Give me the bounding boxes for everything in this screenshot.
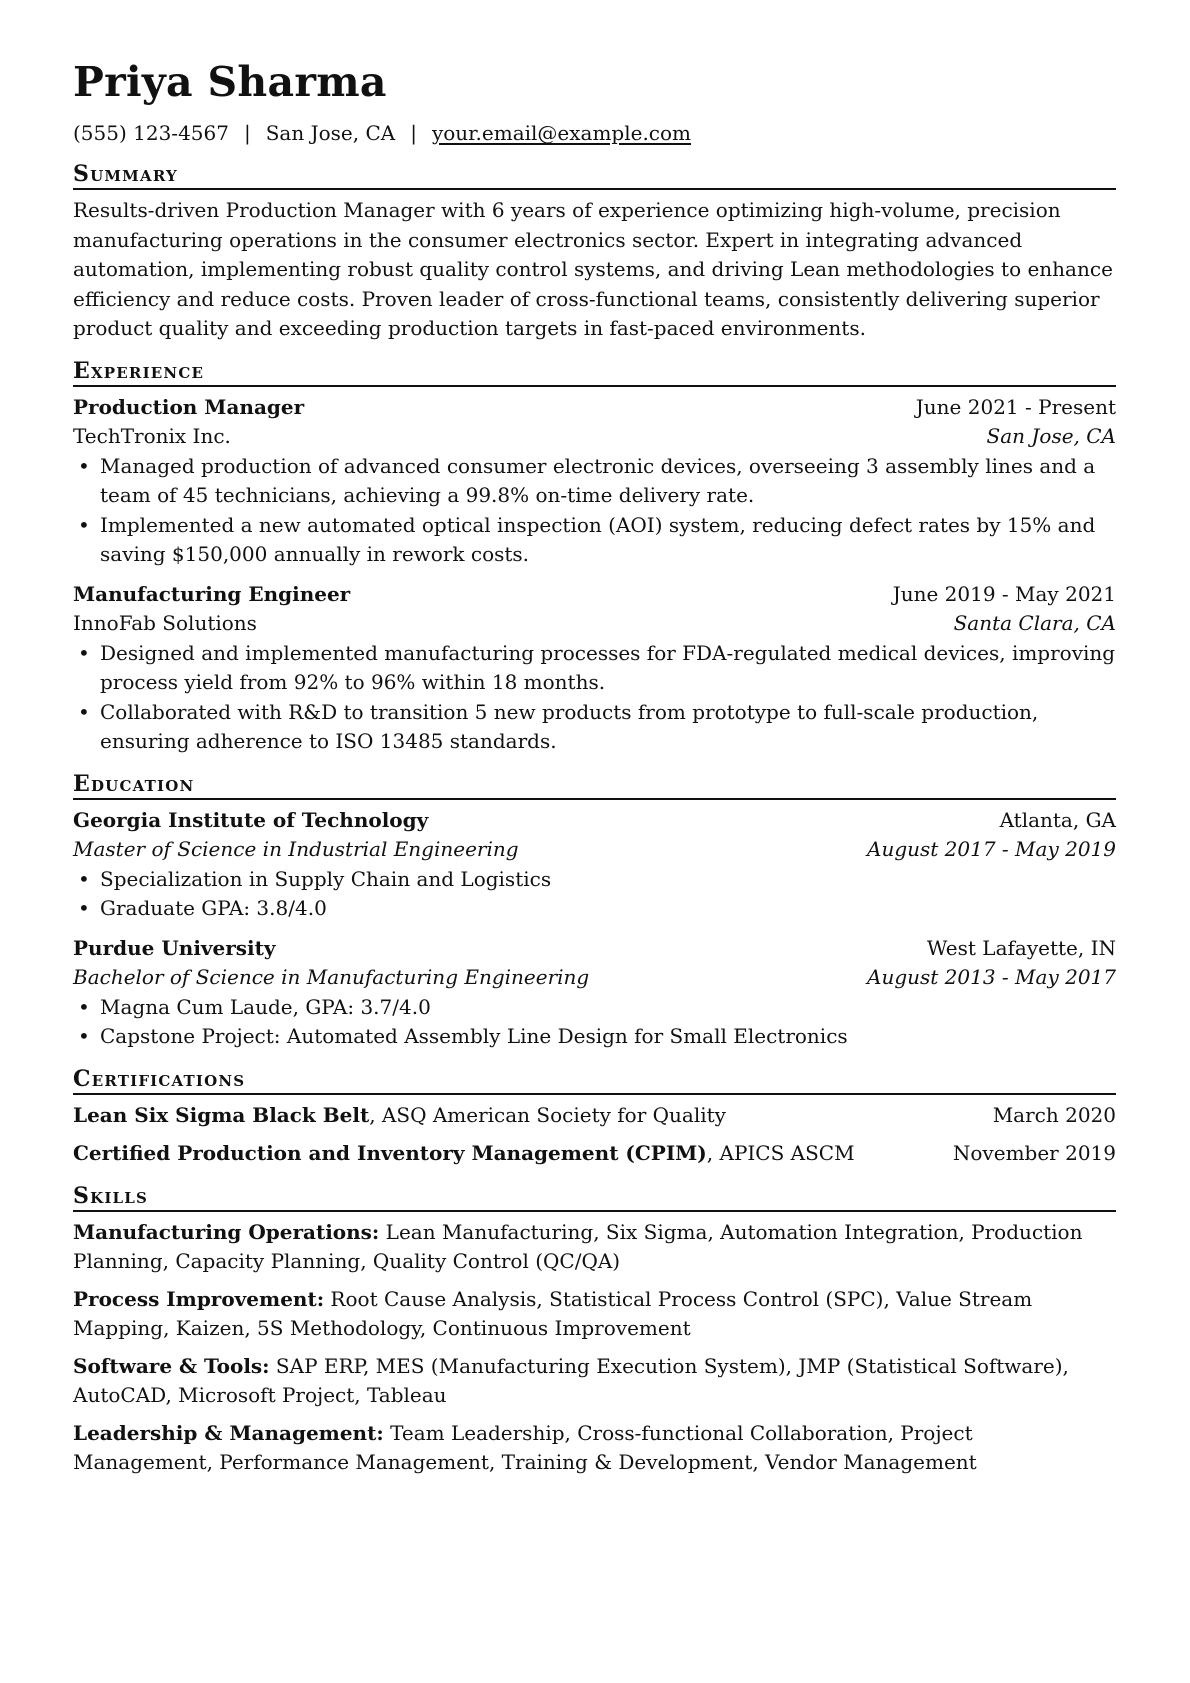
list-item [73,452,1116,511]
bullet-icon: • [78,866,90,891]
experience-subheader [73,609,1116,639]
bullet-text: Designed and implemented manufacturing processes for FDA-regulated medical devices, improving process yield from 92% to 96% within 18 months. [100,640,1116,694]
section-heading-education: Education [73,771,1116,800]
experience-entry [73,393,1116,570]
bullet-icon: • [78,699,90,724]
section-heading-experience: Experience [73,358,1116,387]
skill-row [73,1419,1116,1478]
experience-header [73,580,1116,610]
skill-items: Root Cause Analysis, Statistical Process Control (SPC), Value Stream Mapping, Kaizen, 5S Methodology, Continuous Improvement [73,1286,1033,1340]
bullet-text: Graduate GPA: 3.8/4.0 [100,896,327,920]
bullet-text: Magna Cum Laude, GPA: 3.7/4.0 [100,994,431,1019]
school-name: Purdue University [73,935,276,960]
experience-bullets [73,639,1116,757]
education-subheader [73,835,1116,865]
bullet-text: Managed production of advanced consumer electronic devices, overseeing 3 assembly lines and a team of 45 technicians, achieving a 99.8% on-time delivery rate. [100,453,1096,507]
location: San Jose, CA [265,121,396,145]
certification-text [73,1101,726,1131]
list-item [73,639,1116,698]
contact-separator: | [410,121,417,145]
contact-line [73,119,1116,147]
list-item [73,865,1116,895]
certification-issuer: , APICS ASCM [706,1141,855,1165]
skill-category: Process Improvement: [73,1286,325,1311]
skill-row [73,1352,1116,1411]
skill-category: Manufacturing Operations: [73,1219,380,1244]
bullet-icon: • [78,896,90,920]
education-entry [73,934,1116,1052]
bullet-text: Collaborated with R&D to transition 5 new products from prototype to full-scale production, ensuring adherence to ISO 13485 standards. [100,699,1039,753]
certification-date: November 2019 [952,1141,1116,1165]
bullet-icon: • [78,994,90,1019]
certification-row [73,1139,1116,1169]
skill-items: Lean Manufacturing, Six Sigma, Automation Integration, Production Planning, Capacity Planning, Quality Control (QC/QA) [73,1219,1083,1273]
section-heading-certifications: Certifications [73,1066,1116,1095]
list-item [73,511,1116,570]
email-link[interactable]: your.email@example.com [431,121,692,145]
degree: Bachelor of Science in Manufacturing Engineering [73,965,590,989]
certification-row [73,1101,1116,1131]
bullet-icon: • [78,640,90,665]
experience-bullets [73,452,1116,570]
bullet-icon: • [78,1024,90,1048]
list-item [73,894,1116,924]
bullet-icon: • [78,453,90,478]
certification-date: March 2020 [992,1102,1116,1127]
experience-subheader [73,422,1116,452]
bullet-text: Capstone Project: Automated Assembly Line Design for Small Electronics [100,1024,848,1048]
bullet-text: Specialization in Supply Chain and Logistics [100,866,552,891]
job-dates: June 2021 - Present [915,394,1116,419]
job-location: San Jose, CA [986,424,1116,448]
job-title: Manufacturing Engineer [73,581,351,606]
school-location: Atlanta, GA [999,807,1116,832]
experience-entry [73,580,1116,757]
education-bullets [73,993,1116,1052]
certification-name: Certified Production and Inventory Management (CPIM) [73,1141,707,1165]
list-item [73,698,1116,757]
education-dates: August 2017 - May 2019 [867,837,1116,861]
phone-number: (555) 123-4567 [73,121,229,145]
company-name: TechTronix Inc. [73,424,231,448]
education-header [73,934,1116,964]
skill-items: Team Leadership, Cross-functional Collaboration, Project Management, Performance Management, Training & Development, Vendor Management [73,1420,977,1474]
school-location: West Lafayette, IN [926,935,1116,960]
education-dates: August 2013 - May 2017 [867,965,1116,989]
experience-header [73,393,1116,423]
bullet-text: Implemented a new automated optical inspection (AOI) system, reducing defect rates by 15% and saving $150,000 annually in rework costs. [100,512,1096,566]
skill-category: Software & Tools: [73,1353,270,1378]
skill-category: Leadership & Management: [73,1420,384,1445]
certification-issuer: , ASQ American Society for Quality [369,1102,726,1127]
skill-row [73,1285,1116,1344]
job-location: Santa Clara, CA [953,611,1116,635]
education-entry [73,806,1116,924]
school-name: Georgia Institute of Technology [73,807,429,832]
education-subheader [73,963,1116,993]
section-heading-summary: Summary [73,161,1116,190]
summary-text: Results-driven Production Manager with 6 years of experience optimizing high-volume, precision manufacturing operations in the consumer electronics sector. Expert in integrating advanced automation, implementing robust quality control systems, and driving Lean methodologies to enhance efficiency and reduce costs. Proven leader of cross-functional teams, consistently delivering superior product quality and exceeding production targets in fast-paced environments. [73,198,1113,340]
degree: Master of Science in Industrial Engineering [73,837,519,861]
list-item [73,1022,1116,1052]
skill-row [73,1218,1116,1277]
certification-name: Lean Six Sigma Black Belt [73,1102,370,1127]
education-header [73,806,1116,836]
job-title: Production Manager [73,394,305,419]
list-item [73,993,1116,1023]
company-name: InnoFab Solutions [73,611,257,635]
job-dates: June 2019 - May 2021 [892,581,1116,606]
candidate-name: Priya Sharma [73,58,387,106]
education-bullets [73,865,1116,924]
section-heading-skills: Skills [73,1183,1116,1212]
bullet-icon: • [78,512,90,537]
contact-separator: | [243,121,251,145]
certification-text [73,1139,855,1169]
skill-items: SAP ERP, MES (Manufacturing Execution System), JMP (Statistical Software), AutoCAD, Microsoft Project, Tableau [73,1353,1069,1407]
